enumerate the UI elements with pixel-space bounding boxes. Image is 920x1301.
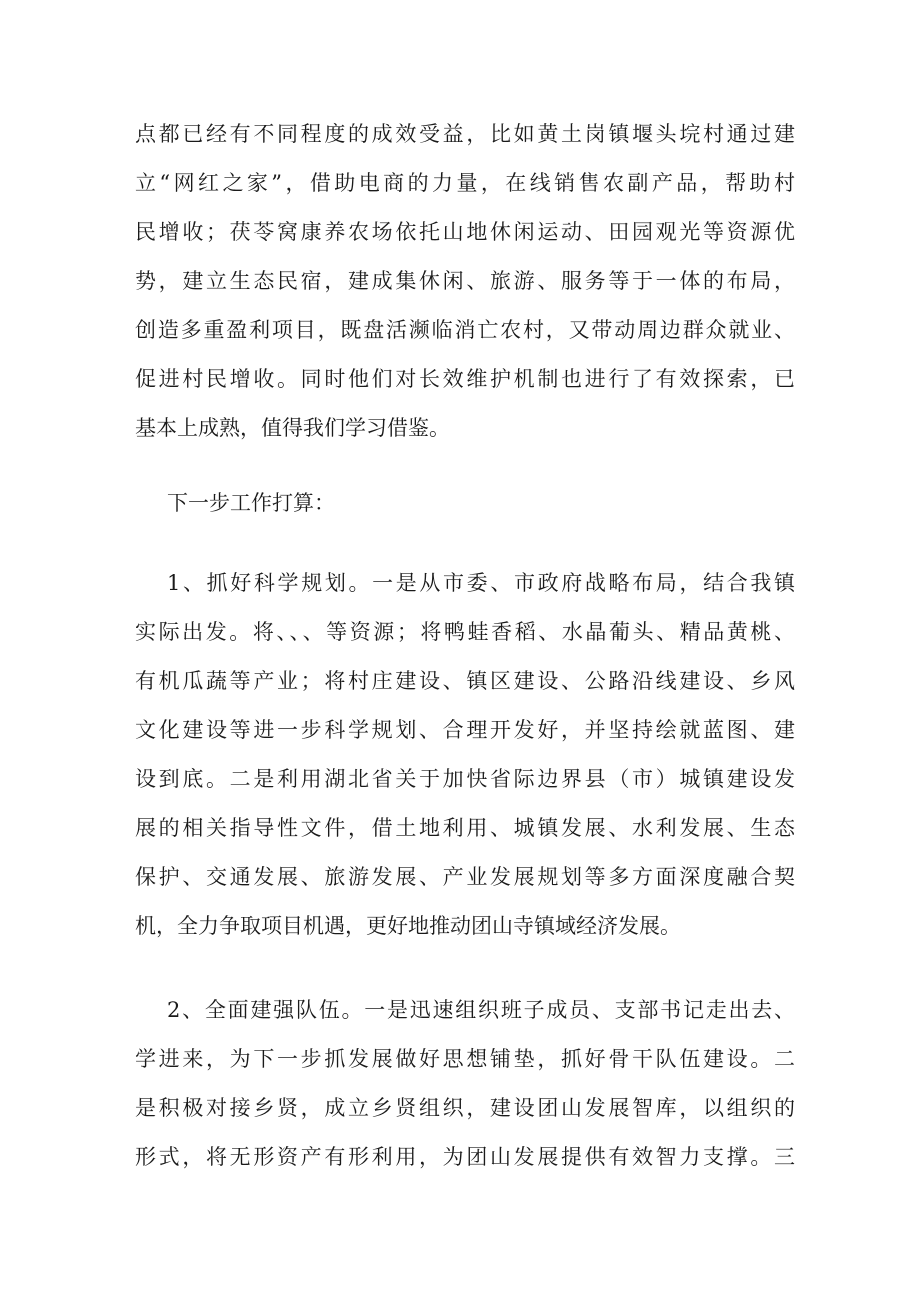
text-line: 民增收；茯苓窝康养农场依托山地休闲运动、田园观光等资源优 <box>135 220 795 244</box>
text-line: 下一步工作打算： <box>167 491 335 515</box>
text-line: 促进村民增收。同时他们对长效维护机制也进行了有效探索，已 <box>135 367 795 391</box>
text-line: 有机瓜蔬等产业；将村庄建设、镇区建设、公路沿线建设、乡风 <box>135 669 795 693</box>
paragraph-item-1-planning <box>135 559 795 951</box>
text-line: 基本上成熟，值得我们学习借鉴。 <box>135 416 450 440</box>
text-line: 立“网红之家”，借助电商的力量，在线销售农副产品，帮助村 <box>135 171 795 195</box>
text-line: 保护、交通发展、旅游发展、产业发展规划等多方面深度融合契 <box>135 865 795 889</box>
text-line: 点都已经有不同程度的成效受益，比如黄土岗镇堰头垸村通过建 <box>135 122 795 146</box>
text-line: 设到底。二是利用湖北省关于加快省际边界县（市）城镇建设发 <box>135 767 795 791</box>
text-line: 1、抓好科学规划。一是从市委、市政府战略布局，结合我镇 <box>167 571 795 595</box>
text-line: 形式，将无形资产有形利用，为团山发展提供有效智力支撑。三 <box>135 1145 795 1169</box>
text-line: 机，全力争取项目机遇，更好地推动团山寺镇域经济发展。 <box>135 914 681 938</box>
text-line: 学进来，为下一步抓发展做好思想铺垫，抓好骨干队伍建设。二 <box>135 1047 795 1071</box>
text-line: 创造多重盈利项目，既盘活濒临消亡农村，又带动周边群众就业、 <box>135 318 795 342</box>
text-line: 文化建设等进一步科学规划、合理开发好，并坚持绘就蓝图、建 <box>135 718 795 742</box>
text-line: 是积极对接乡贤，成立乡贤组织，建设团山发展智库，以组织的 <box>135 1096 795 1120</box>
section-heading-next-steps <box>135 479 795 528</box>
text-line: 势，建立生态民宿，建成集休闲、旅游、服务等于一体的布局， <box>135 269 795 293</box>
text-line: 2、全面建强队伍。一是迅速组织班子成员、支部书记走出去、 <box>167 998 795 1022</box>
text-line: 展的相关指导性文件，借土地利用、城镇发展、水利发展、生态 <box>135 816 795 840</box>
paragraph-item-2-team <box>135 986 795 1182</box>
text-line: 实际出发。将、、、等资源；将鸭蛙香稻、水晶葡头、精品黄桃、 <box>135 620 795 644</box>
paragraph-experience-summary <box>135 110 795 453</box>
